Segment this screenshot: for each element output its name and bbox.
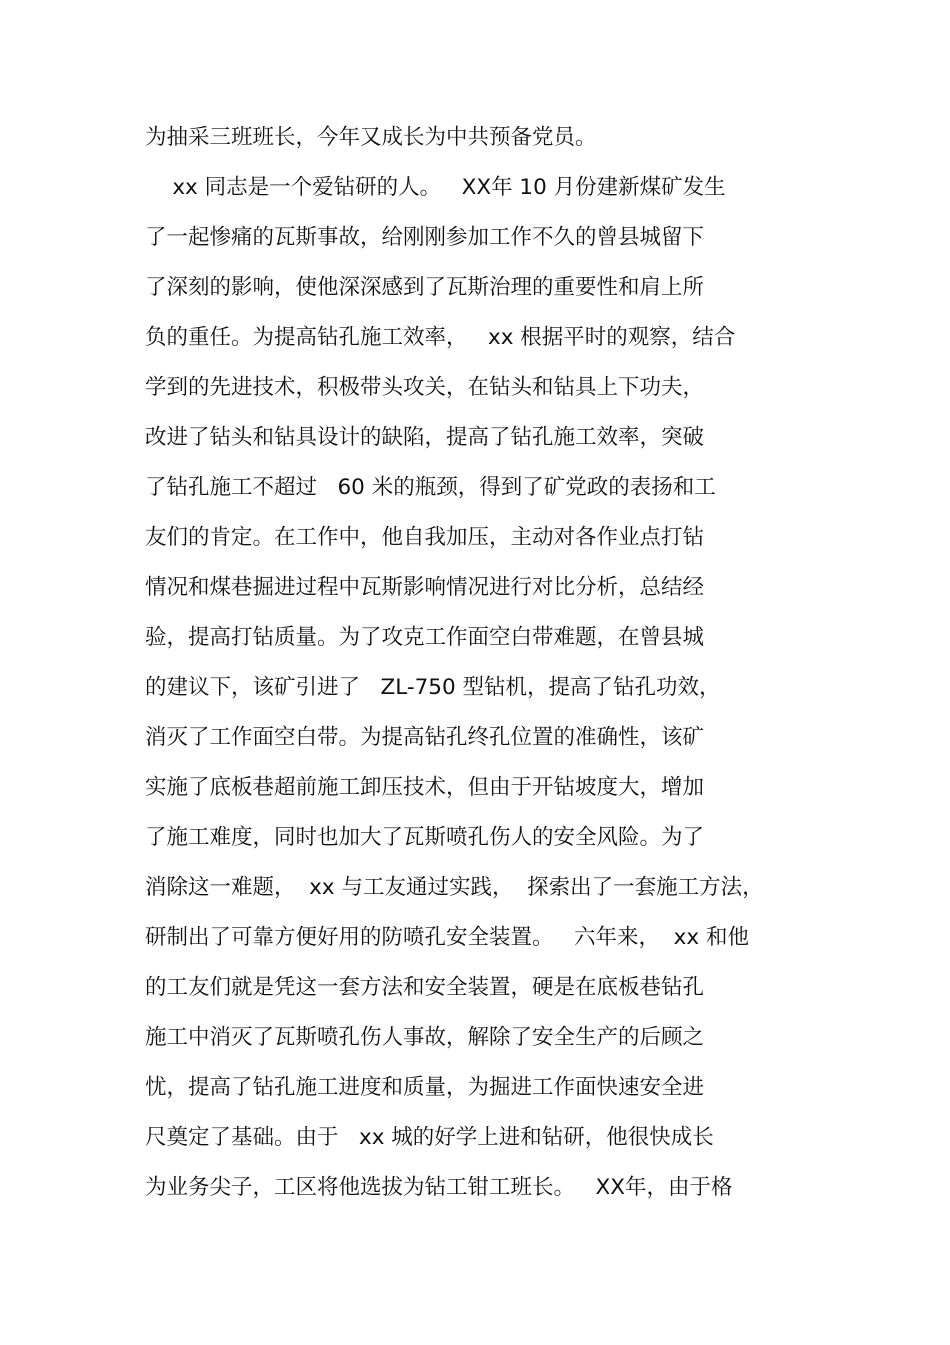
text-line: 了深刻的影响，使他深深感到了瓦斯治理的重要性和肩上所 <box>145 275 705 300</box>
text-line: 友们的肯定。在工作中，他自我加压，主动对各作业点打钻 <box>145 525 705 550</box>
text-line: 为业务尖子，工区将他选拔为钻工钳工班长。 XX年，由于格 <box>145 1175 733 1200</box>
text-line: 情况和煤巷掘进过程中瓦斯影响情况进行对比分析，总结经 <box>145 575 705 600</box>
text-line: 消除这一难题， xx 与工友通过实践， 探索出了一套施工方法， <box>145 875 764 900</box>
text-line: 消灭了工作面空白带。为提高钻孔终孔位置的准确性，该矿 <box>145 725 705 750</box>
text-line: xx 同志是一个爱钻研的人。 XX年 10 月份建新煤矿发生 <box>145 175 726 200</box>
text-line: 的建议下，该矿引进了 ZL-750 型钻机，提高了钻孔功效， <box>145 675 721 700</box>
text-line: 了施工难度，同时也加大了瓦斯喷孔伤人的安全风险。为了 <box>145 825 705 850</box>
text-line: 为抽采三班班长，今年又成长为中共预备党员。 <box>145 125 597 150</box>
text-line: 研制出了可靠方便好用的防喷孔安全装置。 六年来， xx 和他 <box>145 925 749 950</box>
text-line: 学到的先进技术，积极带头攻关，在钻头和钻具上下功夫， <box>145 375 705 400</box>
text-line: 了一起惨痛的瓦斯事故，给刚刚参加工作不久的曾县城留下 <box>145 225 705 250</box>
text-line: 实施了底板巷超前施工卸压技术，但由于开钻坡度大，增加 <box>145 775 705 800</box>
text-line: 忧，提高了钻孔施工进度和质量，为掘进工作面快速安全进 <box>145 1075 705 1100</box>
text-line: 改进了钻头和钻具设计的缺陷，提高了钻孔施工效率，突破 <box>145 425 705 450</box>
text-line: 验，提高打钻质量。为了攻克工作面空白带难题，在曾县城 <box>145 625 705 650</box>
text-line: 的工友们就是凭这一套方法和安全装置，硬是在底板巷钻孔 <box>145 975 705 1000</box>
text-line: 施工中消灭了瓦斯喷孔伤人事故，解除了安全生产的后顾之 <box>145 1025 705 1050</box>
text-line: 了钻孔施工不超过 60 米的瓶颈，得到了矿党政的表扬和工 <box>145 475 716 500</box>
text-line: 负的重任。为提高钻孔施工效率， xx 根据平时的观察，结合 <box>145 325 736 350</box>
text-line: 尺奠定了基础。由于 xx 城的好学上进和钻研，他很快成长 <box>145 1125 714 1150</box>
